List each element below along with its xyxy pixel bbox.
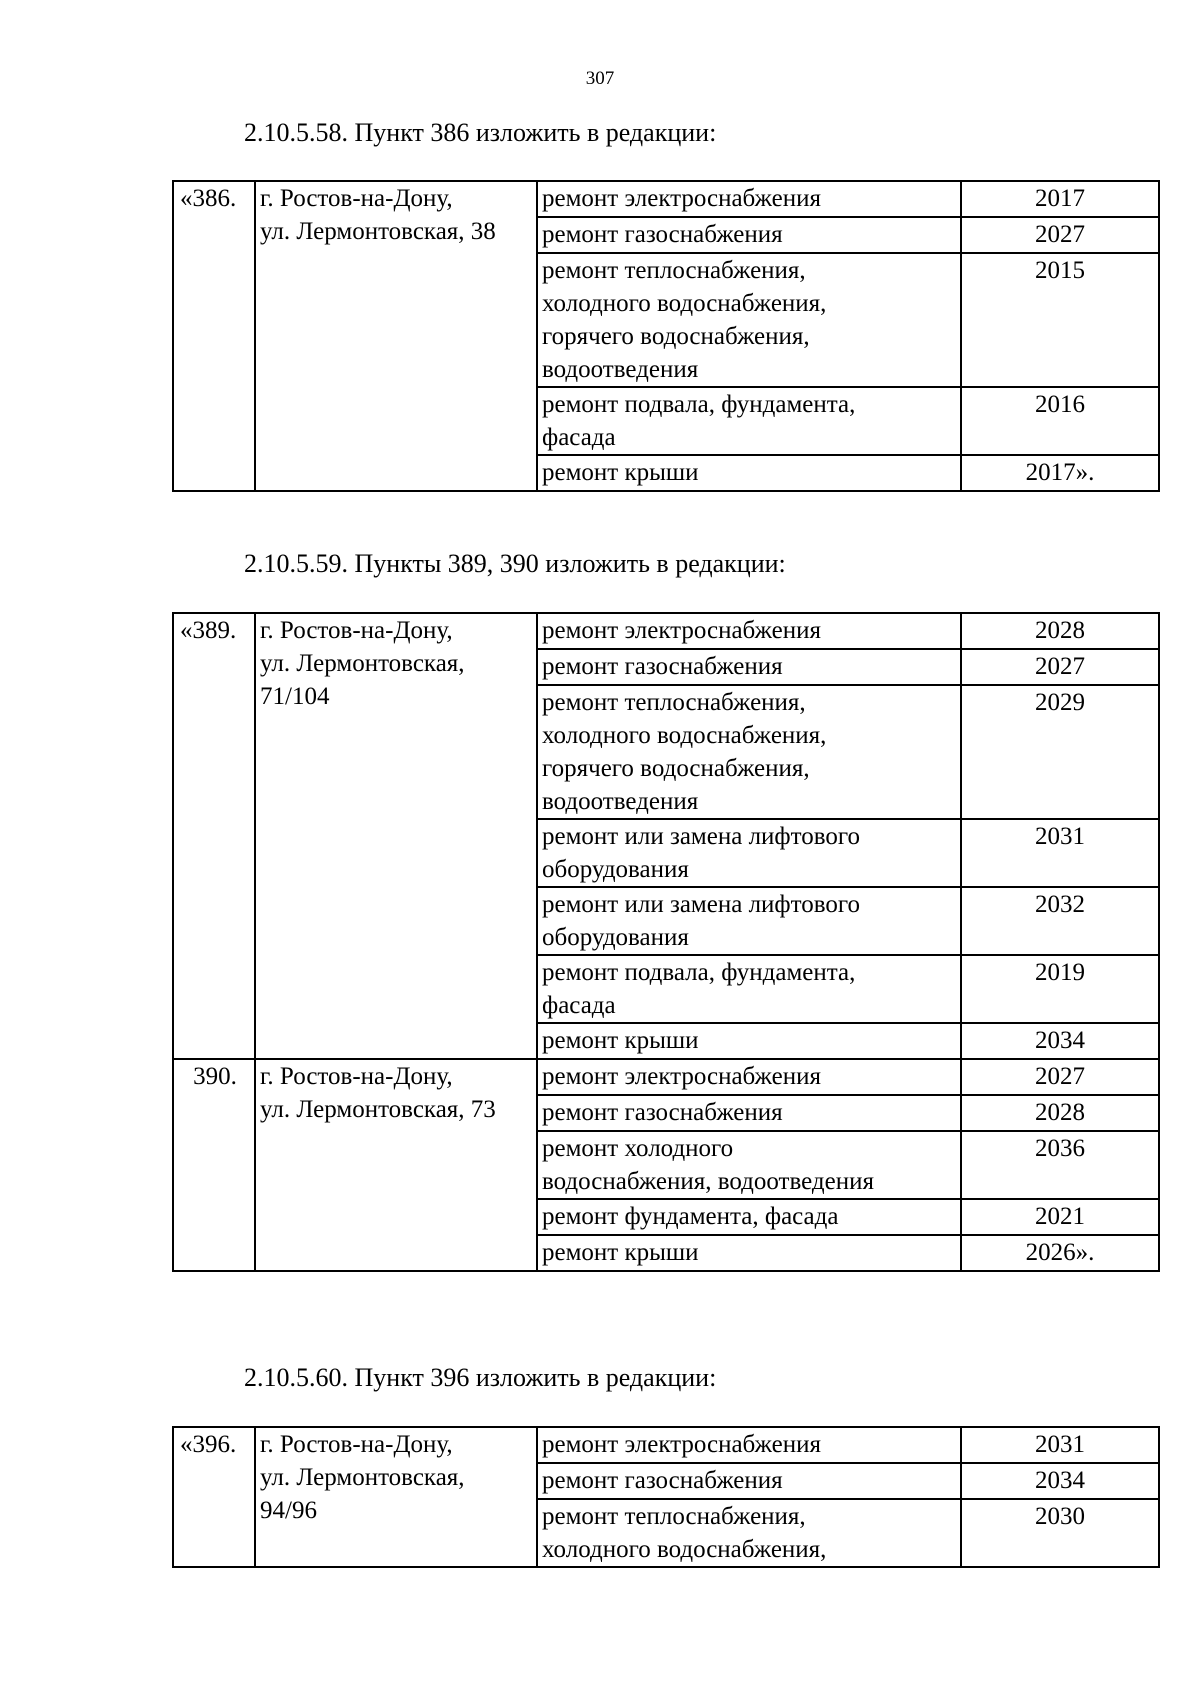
work-year: 2034 <box>961 1463 1159 1499</box>
work-line: ремонт теплоснабжения, <box>542 689 806 716</box>
work-year: 2017 <box>961 181 1159 217</box>
work-line: горячего водоснабжения, <box>542 755 810 782</box>
work-line: ремонт холодного <box>542 1135 734 1162</box>
work-line: холодного водоснабжения, <box>542 290 827 317</box>
work-line: ремонт крыши <box>542 459 699 486</box>
work-type <box>537 217 961 253</box>
address-line: г. Ростов-на-Дону, <box>260 185 453 212</box>
work-line: ремонт газоснабжения <box>542 221 783 248</box>
work-line: оборудования <box>542 924 689 951</box>
work-year: 2021 <box>961 1199 1159 1235</box>
work-type <box>537 613 961 649</box>
work-type <box>537 955 961 1023</box>
work-year: 2026». <box>961 1235 1159 1271</box>
schedule-table-396 <box>172 1426 1160 1568</box>
work-line: ремонт фундамента, фасада <box>542 1203 839 1230</box>
work-line: холодного водоснабжения, <box>542 722 827 749</box>
work-type <box>537 1499 961 1567</box>
schedule-table-386 <box>172 180 1160 492</box>
work-line: ремонт электроснабжения <box>542 617 821 644</box>
item-number: «396. <box>173 1427 255 1567</box>
work-year: 2036 <box>961 1131 1159 1199</box>
item-number: «389. <box>173 613 255 1059</box>
item-number: 390. <box>173 1059 255 1271</box>
address-line: ул. Лермонтовская, <box>260 1464 465 1491</box>
address-line: ул. Лермонтовская, <box>260 650 465 677</box>
work-year: 2016 <box>961 387 1159 455</box>
work-year: 2027 <box>961 217 1159 253</box>
work-year: 2032 <box>961 887 1159 955</box>
table-row <box>173 1059 1159 1095</box>
address-line: 71/104 <box>260 683 330 710</box>
item-address <box>255 181 537 491</box>
work-year: 2027 <box>961 649 1159 685</box>
work-type <box>537 387 961 455</box>
item-number: «386. <box>173 181 255 491</box>
work-line: ремонт электроснабжения <box>542 1431 821 1458</box>
work-line: ремонт или замена лифтового <box>542 891 860 918</box>
work-line: ремонт подвала, фундамента, <box>542 391 856 418</box>
address-line: ул. Лермонтовская, 38 <box>260 218 496 245</box>
section-heading-59: 2.10.5.59. Пункты 389, 390 изложить в редакции: <box>244 549 786 578</box>
work-line: ремонт крыши <box>542 1027 699 1054</box>
work-type <box>537 455 961 491</box>
section-heading-58: 2.10.5.58. Пункт 386 изложить в редакции: <box>244 118 717 147</box>
work-line: ремонт подвала, фундамента, <box>542 959 856 986</box>
work-year: 2027 <box>961 1059 1159 1095</box>
work-line: ремонт теплоснабжения, <box>542 1503 806 1530</box>
work-line: фасада <box>542 992 616 1019</box>
item-address <box>255 1059 537 1271</box>
work-year: 2015 <box>961 253 1159 387</box>
work-line: оборудования <box>542 856 689 883</box>
section-heading-60: 2.10.5.60. Пункт 396 изложить в редакции: <box>244 1363 717 1392</box>
work-type <box>537 253 961 387</box>
work-type <box>537 181 961 217</box>
work-type <box>537 1427 961 1463</box>
work-type <box>537 1199 961 1235</box>
work-type <box>537 1463 961 1499</box>
work-year: 2029 <box>961 685 1159 819</box>
schedule-table-389-390 <box>172 612 1160 1272</box>
work-type <box>537 1235 961 1271</box>
work-type <box>537 649 961 685</box>
work-line: фасада <box>542 424 616 451</box>
item-address <box>255 1427 537 1567</box>
work-line: ремонт крыши <box>542 1239 699 1266</box>
work-year: 2031 <box>961 1427 1159 1463</box>
table-row <box>173 181 1159 217</box>
work-type <box>537 685 961 819</box>
work-line: ремонт или замена лифтового <box>542 823 860 850</box>
address-line: г. Ростов-на-Дону, <box>260 617 453 644</box>
work-line: ремонт газоснабжения <box>542 1467 783 1494</box>
work-year: 2028 <box>961 613 1159 649</box>
work-year: 2031 <box>961 819 1159 887</box>
work-type <box>537 819 961 887</box>
work-line: холодного водоснабжения, <box>542 1536 827 1563</box>
work-year: 2028 <box>961 1095 1159 1131</box>
work-line: ремонт теплоснабжения, <box>542 257 806 284</box>
work-line: ремонт электроснабжения <box>542 185 821 212</box>
work-year: 2034 <box>961 1023 1159 1059</box>
work-type <box>537 1059 961 1095</box>
work-type <box>537 1023 961 1059</box>
table-row <box>173 1427 1159 1463</box>
work-line: водоотведения <box>542 356 699 383</box>
work-line: водоотведения <box>542 788 699 815</box>
work-type <box>537 1131 961 1199</box>
work-type <box>537 887 961 955</box>
work-line: ремонт газоснабжения <box>542 1099 783 1126</box>
work-line: ремонт газоснабжения <box>542 653 783 680</box>
address-line: ул. Лермонтовская, 73 <box>260 1096 496 1123</box>
work-line: водоснабжения, водоотведения <box>542 1168 874 1195</box>
table-row <box>173 613 1159 649</box>
work-year: 2030 <box>961 1499 1159 1567</box>
address-line: 94/96 <box>260 1497 317 1524</box>
page-number: 307 <box>585 68 615 89</box>
item-address <box>255 613 537 1059</box>
address-line: г. Ростов-на-Дону, <box>260 1431 453 1458</box>
work-line: горячего водоснабжения, <box>542 323 810 350</box>
address-line: г. Ростов-на-Дону, <box>260 1063 453 1090</box>
work-year: 2019 <box>961 955 1159 1023</box>
work-line: ремонт электроснабжения <box>542 1063 821 1090</box>
work-type <box>537 1095 961 1131</box>
work-year: 2017». <box>961 455 1159 491</box>
